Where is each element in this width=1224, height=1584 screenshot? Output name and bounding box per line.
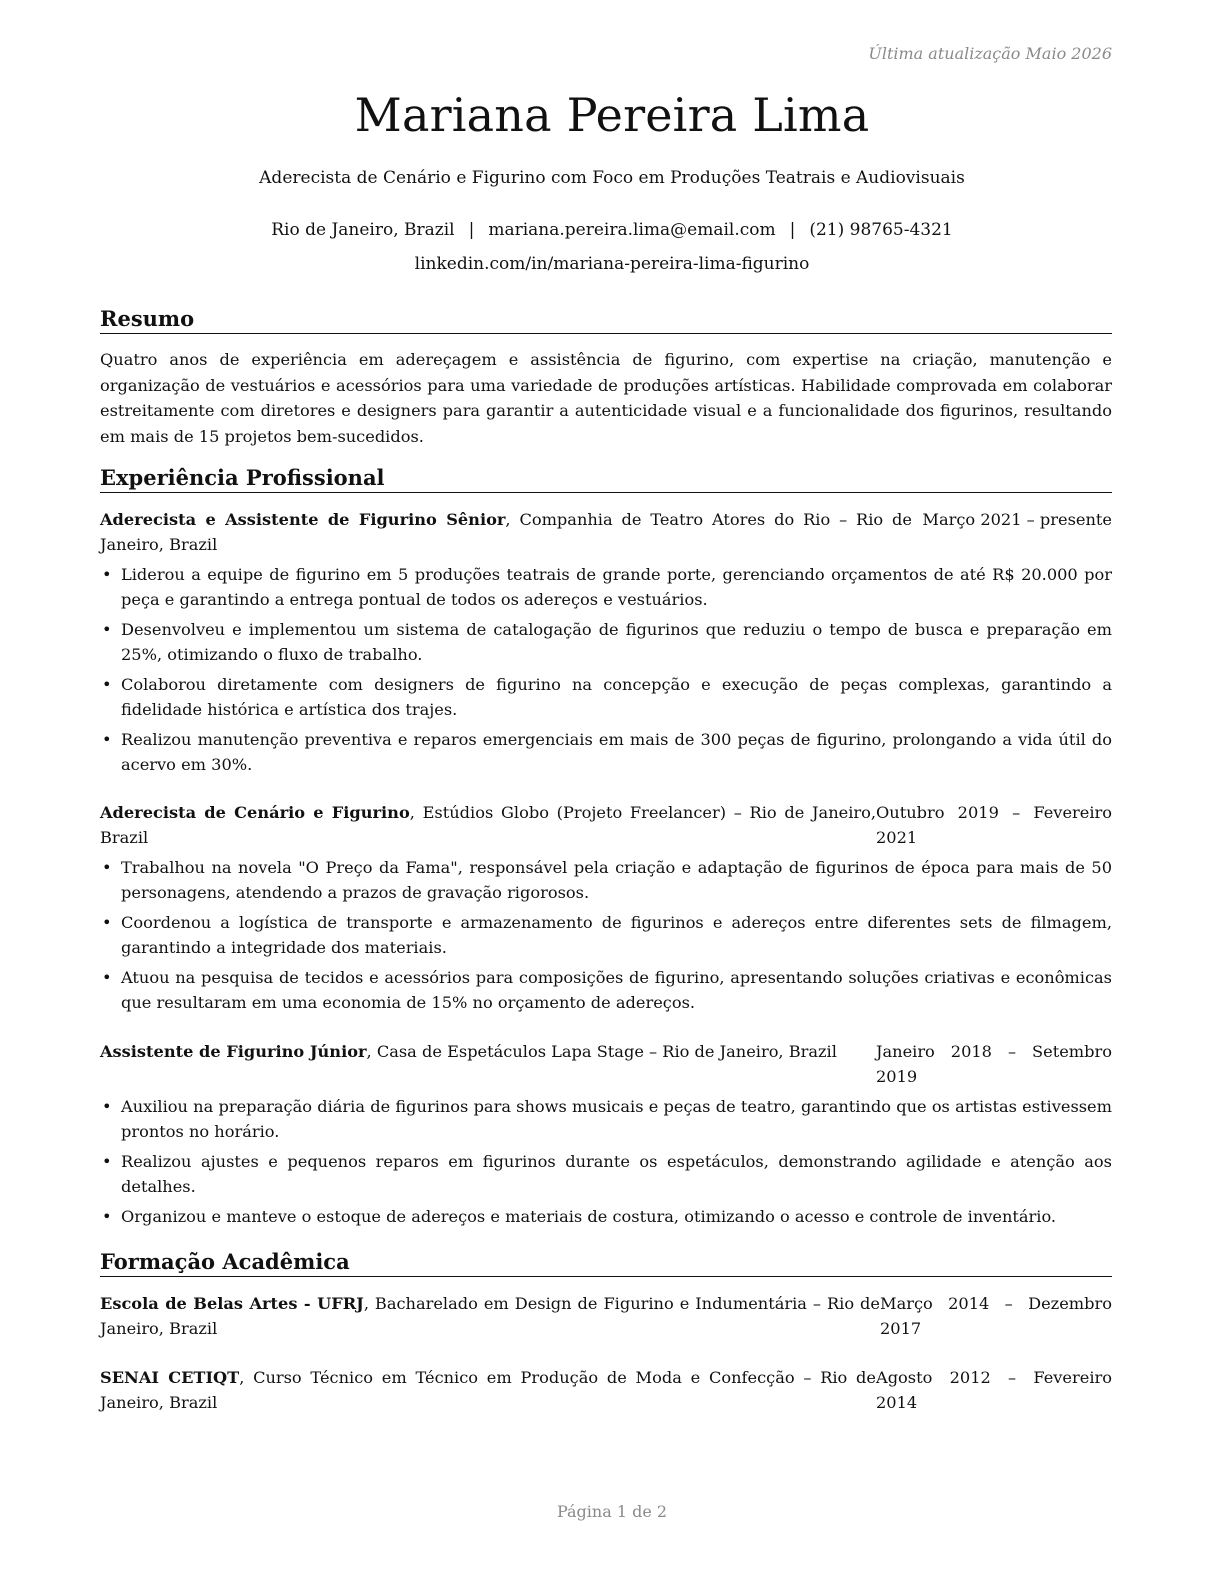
section-title-experience: Experiência Profissional [100, 465, 1112, 493]
school-name: Escola de Belas Artes - UFRJ [100, 1294, 364, 1313]
job-dates: Janeiro 2018 – Setembro 2019 [876, 1042, 1112, 1086]
phone: (21) 98765-4321 [809, 220, 953, 240]
job-org: , Casa de Espetáculos Lapa Stage – Rio de Janeiro, Brazil [366, 1042, 837, 1061]
job-header [100, 507, 1112, 557]
contact-separator: | [468, 220, 475, 240]
summary-text: Quatro anos de experiência em adereçagem e assistência de figurino, com expertise na criação, manutenção e organização de vestuários e acessórios para uma variedade de produções artísticas. Habilidade comprovada em colaborar estreitamente com diretores e designers para garantir a autenticidade visual e a funcionalidade dos figurinos, resultando em mais de 15 projetos bem-sucedidos. [100, 350, 1112, 446]
section-title-education: Formação Acadêmica [100, 1249, 1112, 1277]
school-name: SENAI CETIQT [100, 1368, 240, 1387]
section-title-summary: Resumo [100, 306, 1112, 334]
job-role: Aderecista de Cenário e Figurino [100, 803, 410, 822]
job-dates: Outubro 2019 – Fevereiro 2021 [876, 803, 1112, 847]
contact-line [0, 220, 1224, 240]
list-item: • Liderou a equipe de figurino em 5 produções teatrais de grande porte, gerenciando orçamentos de até R$ 20.000 por peça e garantindo a entrega pontual de todos os adereços e vestuários. [100, 562, 1112, 612]
job-role: Aderecista e Assistente de Figurino Sênior [100, 510, 506, 529]
education-dates: Março 2014 – Dezembro 2017 [880, 1294, 1112, 1338]
page-number: Página 1 de 2 [556, 1502, 668, 1521]
list-item: • Trabalhou na novela "O Preço da Fama", responsável pela criação e adaptação de figurinos de época para mais de 50 personagens, atendendo a prazos de gravação rigorosos. [100, 855, 1112, 905]
candidate-name: Mariana Pereira Lima [354, 88, 870, 142]
job-header [100, 1039, 1112, 1089]
degree-detail: , Bacharelado em Design de Figurino e Indumentária – Rio de Janeiro, Brazil [100, 1294, 880, 1338]
email-link[interactable]: mariana.pereira.lima@email.com [488, 220, 776, 240]
location: Rio de Janeiro, Brazil [271, 220, 455, 240]
contact-separator: | [789, 220, 796, 240]
last-updated: Última atualização Maio 2026 [868, 44, 1112, 63]
list-item: • Realizou manutenção preventiva e reparos emergenciais em mais de 300 peças de figurino, prolongando a vida útil do acervo em 30%. [100, 727, 1112, 777]
list-item: • Atuou na pesquisa de tecidos e acessórios para composições de figurino, apresentando soluções criativas e econômicas que resultaram em uma economia de 15% no orçamento de adereços. [100, 965, 1112, 1015]
job-bullets [100, 855, 1112, 1020]
list-item: • Realizou ajustes e pequenos reparos em figurinos durante os espetáculos, demonstrando agilidade e atenção aos detalhes. [100, 1149, 1112, 1199]
list-item: • Colaborou diretamente com designers de figurino na concepção e execução de peças complexas, garantindo a fidelidade histórica e artística dos trajes. [100, 672, 1112, 722]
list-item: • Coordenou a logística de transporte e armazenamento de figurinos e adereços entre diferentes sets de filmagem, garantindo a integridade dos materiais. [100, 910, 1112, 960]
linkedin-link[interactable]: linkedin.com/in/mariana-pereira-lima-figurino [414, 254, 810, 274]
job-org: , Estúdios Globo (Projeto Freelancer) – Rio de Janeiro, Brazil [100, 803, 877, 847]
list-item: • Desenvolveu e implementou um sistema de catalogação de figurinos que reduziu o tempo de busca e preparação em 25%, otimizando o fluxo de trabalho. [100, 617, 1112, 667]
job-role: Assistente de Figurino Júnior [100, 1042, 367, 1061]
education-item [100, 1291, 1112, 1341]
list-item: • Auxiliou na preparação diária de figurinos para shows musicais e peças de teatro, garantindo que os artistas estivessem prontos no horário. [100, 1094, 1112, 1144]
job-dates: Março 2021 – presente [922, 510, 1112, 529]
headline: Aderecista de Cenário e Figurino com Foco em Produções Teatrais e Audiovisuais [259, 168, 965, 188]
job-header [100, 800, 1112, 850]
job-org: , Companhia de Teatro Atores do Rio – Rio de Janeiro, Brazil [100, 510, 912, 554]
job-bullets [100, 1094, 1112, 1234]
education-dates: Agosto 2012 – Fevereiro 2014 [876, 1368, 1112, 1412]
job-bullets [100, 562, 1112, 782]
education-item [100, 1365, 1112, 1415]
list-item: • Organizou e manteve o estoque de adereços e materiais de costura, otimizando o acesso e controle de inventário. [100, 1204, 1112, 1229]
degree-detail: , Curso Técnico em Técnico em Produção de Moda e Confecção – Rio de Janeiro, Brazil [100, 1368, 876, 1412]
